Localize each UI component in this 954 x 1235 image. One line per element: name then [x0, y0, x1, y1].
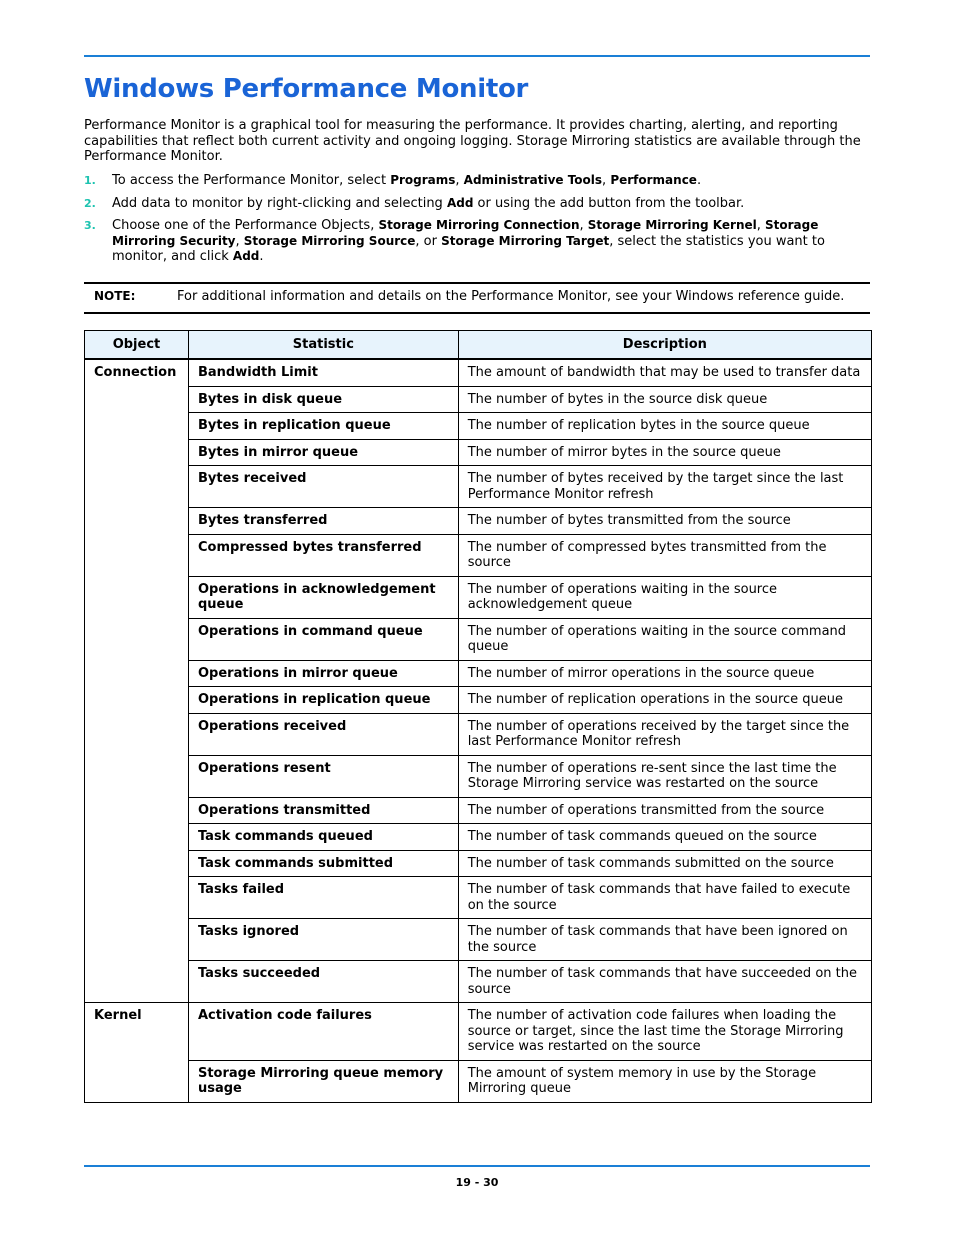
step-emphasis: Add: [232, 249, 260, 263]
statistic-cell: Operations in command queue: [188, 618, 458, 660]
statistic-cell: Tasks succeeded: [188, 961, 458, 1003]
table-row: [85, 1060, 872, 1102]
step-emphasis: Storage Mirroring Kernel: [587, 218, 757, 232]
top-rule: [84, 55, 870, 57]
table-row: [85, 961, 872, 1003]
note-text: For additional information and details on the Performance Monitor, see your Windows reference guide.: [177, 289, 845, 304]
step-item: [84, 173, 870, 189]
step-text: or using the add button from the toolbar.: [473, 195, 745, 211]
statistic-cell: Storage Mirroring queue memory usage: [188, 1060, 458, 1102]
description-cell: The number of replication operations in the source queue: [458, 687, 871, 714]
statistic-cell: Bytes in replication queue: [188, 413, 458, 440]
table-row: [85, 359, 872, 386]
description-cell: The number of compressed bytes transmitted from the source: [458, 534, 871, 576]
step-text: ,: [455, 173, 464, 188]
statistic-cell: Operations in acknowledgement queue: [188, 576, 458, 618]
bottom-rule: [84, 1165, 870, 1167]
table-row: [85, 660, 872, 687]
step-emphasis: Storage Mirroring Connection: [378, 218, 580, 232]
description-cell: The number of bytes transmitted from the source: [458, 508, 871, 535]
statistic-cell: Task commands submitted: [188, 850, 458, 877]
table-row: [85, 413, 872, 440]
table-row: [85, 877, 872, 919]
statistic-cell: Tasks failed: [188, 877, 458, 919]
note-box: [84, 282, 870, 314]
table-row: [85, 576, 872, 618]
description-cell: The number of task commands that have failed to execute on the source: [458, 877, 871, 919]
table-row: [85, 618, 872, 660]
step-text: ,: [579, 218, 588, 233]
table-row: [85, 919, 872, 961]
step-text: ,: [602, 173, 611, 188]
statistic-cell: Compressed bytes transferred: [188, 534, 458, 576]
description-cell: The number of mirror operations in the source queue: [458, 660, 871, 687]
step-text: Choose one of the Performance Objects,: [112, 218, 379, 233]
table-row: [85, 797, 872, 824]
description-cell: The number of bytes in the source disk queue: [458, 386, 871, 413]
step-text: Add data to monitor by right-clicking and selecting: [112, 195, 447, 211]
description-cell: The number of operations waiting in the source command queue: [458, 618, 871, 660]
step-text: , select the statistics you want to monitor, and click: [112, 233, 825, 264]
statistic-cell: Bandwidth Limit: [188, 359, 458, 386]
description-cell: The number of operations received by the target since the last Performance Monitor refresh: [458, 713, 871, 755]
table-row: [85, 466, 872, 508]
table-row: [85, 386, 872, 413]
page-number: 19 - 30: [455, 1176, 499, 1189]
description-cell: The number of task commands that have been ignored on the source: [458, 919, 871, 961]
step-item: [84, 196, 870, 212]
table-body: [85, 359, 872, 1102]
header-statistic: Statistic: [188, 331, 458, 360]
step-text: , or: [415, 233, 442, 249]
step-text: .: [259, 249, 264, 264]
object-cell: Kernel: [85, 1003, 189, 1103]
steps-list: [84, 173, 870, 272]
step-number: 1.: [84, 174, 96, 187]
note-label: NOTE:: [94, 289, 136, 303]
statistic-cell: Operations resent: [188, 755, 458, 797]
table-row: [85, 824, 872, 851]
statistic-cell: Activation code failures: [188, 1003, 458, 1061]
statistic-cell: Bytes received: [188, 466, 458, 508]
statistics-table: [84, 330, 872, 1103]
step-text: To access the Performance Monitor, select: [112, 173, 391, 188]
description-cell: The number of replication bytes in the source queue: [458, 413, 871, 440]
intro-paragraph: Performance Monitor is a graphical tool for measuring the performance. It provides charting, alerting, and reporting capabilities that reflect both current activity and ongoing logging. Storage Mirroring statistics are available through the Performance Monitor.: [84, 118, 861, 164]
object-cell: Connection: [85, 359, 189, 1003]
step-text: .: [696, 173, 702, 188]
header-object: Object: [85, 331, 189, 360]
statistic-cell: Bytes transferred: [188, 508, 458, 535]
step-number: 3.: [84, 219, 96, 232]
description-cell: The number of operations transmitted from the source: [458, 797, 871, 824]
statistic-cell: Bytes in mirror queue: [188, 439, 458, 466]
description-cell: The number of task commands submitted on the source: [458, 850, 871, 877]
table-row: [85, 1003, 872, 1061]
table-row: [85, 755, 872, 797]
statistic-cell: Tasks ignored: [188, 919, 458, 961]
statistic-cell: Operations transmitted: [188, 797, 458, 824]
step-emphasis: Add: [446, 195, 474, 210]
table-row: [85, 687, 872, 714]
statistic-cell: Operations received: [188, 713, 458, 755]
description-cell: The number of task commands that have succeeded on the source: [458, 961, 871, 1003]
page-title: Windows Performance Monitor: [84, 74, 529, 104]
step-emphasis: Performance: [610, 173, 697, 187]
step-emphasis: Storage Mirroring Security: [112, 218, 819, 248]
statistic-cell: Operations in replication queue: [188, 687, 458, 714]
statistic-cell: Task commands queued: [188, 824, 458, 851]
step-emphasis: Storage Mirroring Source: [243, 233, 416, 248]
step-item: [84, 218, 870, 265]
statistic-cell: Operations in mirror queue: [188, 660, 458, 687]
table-row: [85, 439, 872, 466]
step-emphasis: Storage Mirroring Target: [441, 233, 610, 248]
step-text: ,: [235, 233, 244, 249]
description-cell: The amount of bandwidth that may be used to transfer data: [458, 359, 871, 386]
step-number: 2.: [84, 196, 96, 210]
table-row: [85, 508, 872, 535]
table-header-row: [85, 331, 872, 360]
description-cell: The number of mirror bytes in the source queue: [458, 439, 871, 466]
table-row: [85, 850, 872, 877]
description-cell: The number of operations waiting in the source acknowledgement queue: [458, 576, 871, 618]
step-emphasis: Programs: [390, 173, 456, 187]
statistic-cell: Bytes in disk queue: [188, 386, 458, 413]
table-row: [85, 534, 872, 576]
header-description: Description: [458, 331, 871, 360]
description-cell: The number of operations re-sent since the last time the Storage Mirroring service was restarted on the source: [458, 755, 871, 797]
description-cell: The number of activation code failures when loading the source or target, since the last time the Storage Mirroring service was restarted on the source: [458, 1003, 871, 1061]
description-cell: The number of task commands queued on the source: [458, 824, 871, 851]
table-row: [85, 713, 872, 755]
step-text: ,: [756, 218, 766, 233]
description-cell: The number of bytes received by the target since the last Performance Monitor refresh: [458, 466, 871, 508]
step-emphasis: Administrative Tools: [463, 173, 603, 187]
description-cell: The amount of system memory in use by the Storage Mirroring queue: [458, 1060, 871, 1102]
